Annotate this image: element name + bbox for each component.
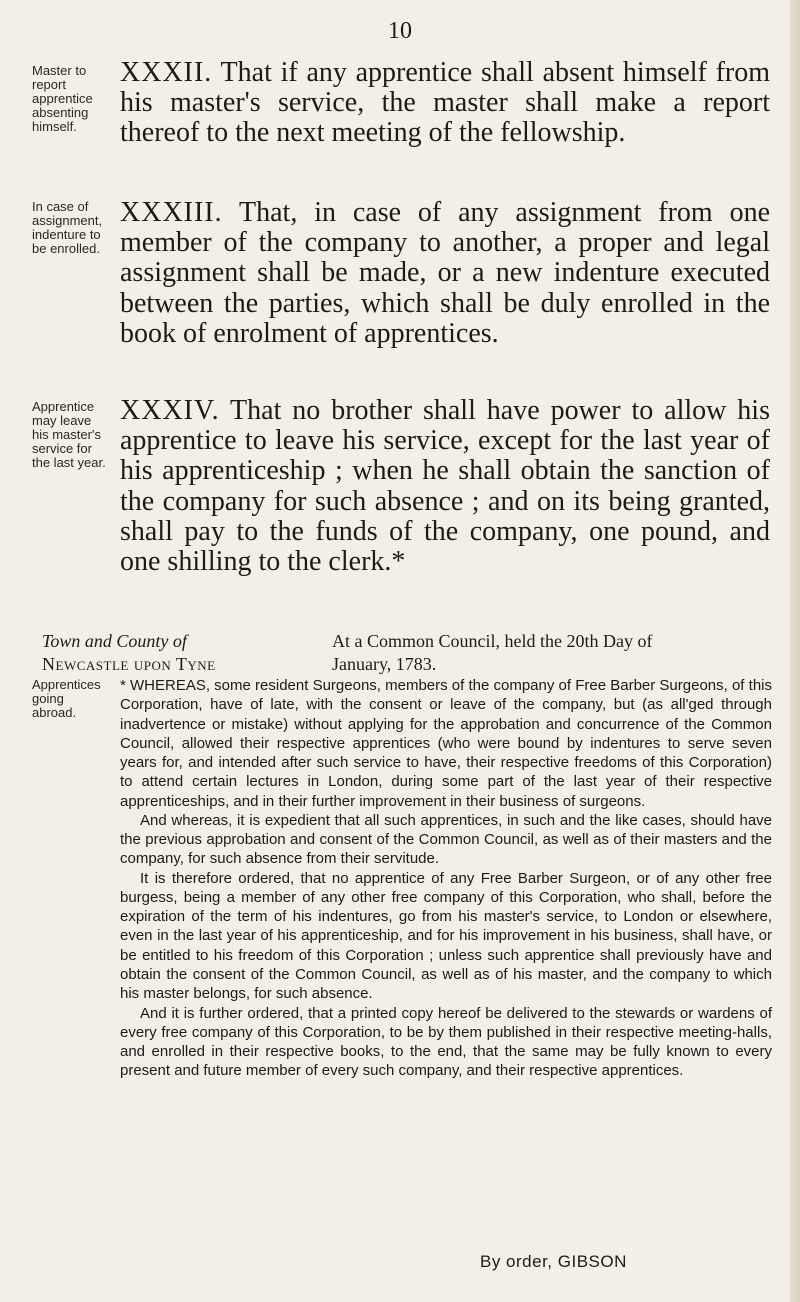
page-number: 10 <box>388 18 412 44</box>
council-heading <box>42 630 772 675</box>
article-text: That, in case of any assignment from one member of the company to another, a proper and legal assignment shall be made, or a new indenture executed between the parties, which shall be duly enrolled in the book of enrolment of apprentices. <box>120 197 770 349</box>
council-heading-line-1 <box>42 630 772 653</box>
article-number: XXXII. <box>120 57 213 88</box>
signature: By order, GIBSON <box>480 1252 627 1271</box>
order-paragraph: And whereas, it is expedient that all such apprentices, in such and the like cases, should have the previous approbation and consent of the Common Council, as well as of their masters and the company, for such absence from their servitude. <box>120 811 772 868</box>
order-paragraph: It is therefore ordered, that no apprentice of any Free Barber Surgeon, or of any other free burgess, being a member of any other free company of this Corporation, who shall, before the expiration of the term of his indentures, go from his master's service, to London or elsewhere, even in the last year of his apprenticeship, and for his improvement in his business, shall have, or be entitled to his freedom of this Corporation ; unless such apprentice shall previously have and obtain the consent of the Common Council, as well as of his master, and the company to which his master belongs, for such absence. <box>120 869 772 1003</box>
meeting-line-1: At a Common Council, held the 20th Day of <box>332 631 653 651</box>
article-text: That no brother shall have power to allow his apprentice to leave his service, except for the last year of his apprenticeship ; when he shall obtain the sanction of the company for such absence ; and on its being granted, shall pay to the funds of the company, one pound, and one shilling to the clerk.* <box>120 395 770 578</box>
article-xxxiii <box>120 198 770 349</box>
place-line-1: Town and County of <box>42 631 187 651</box>
place-line-2: Newcastle upon Tyne <box>42 653 216 674</box>
marginal-note-xxxiv: Apprentice may leave his master's service for the last year. <box>32 399 106 471</box>
article-number: XXXIII. <box>120 197 223 228</box>
council-heading-line-2 <box>42 653 772 676</box>
order-paragraph: * WHEREAS, some resident Surgeons, members of the company of Free Barber Surgeons, of this Corporation, have of late, with the consent or leave of the company, but (as all'ged through inadvertence or mistake) without applying for the approbation and concurrence of the Common Council, allowed their respective apprentices (who were bound by indentures to serve seven years for, and intended after such service to have, their respective freedoms of this Corporation) to attend certain lectures in London, during some part of the last year of their respective apprenticeships, and in their further improvement in their business of surgeons. <box>120 677 772 810</box>
article-xxxiv <box>120 396 770 577</box>
meeting-line-2: January, 1783. <box>332 653 437 674</box>
marginal-note-xxxiii: In case of assignment, indenture to be enrolled. <box>32 199 103 257</box>
marginal-note-xxxii: Master to report apprentice absenting himself. <box>32 63 93 135</box>
article-number: XXXIV. <box>120 395 220 426</box>
council-order <box>120 676 772 1081</box>
marginal-note-apprentices-abroad: Apprentices going abroad. <box>32 677 101 721</box>
page-edge <box>790 0 800 1302</box>
article-text: That if any apprentice shall absent himself from his master's service, the master shall make a report thereof to the next meeting of the fellowship. <box>120 57 770 149</box>
order-paragraph: And it is further ordered, that a printed copy hereof be delivered to the stewards or wardens of every free company of this Corporation, to be by them published in their respective meeting-halls, and enrolled in their respective books, to the end, that the same may be fully known to every present and future member of every such company, and their respective apprentices. <box>120 1004 772 1080</box>
article-xxxii <box>120 58 770 149</box>
